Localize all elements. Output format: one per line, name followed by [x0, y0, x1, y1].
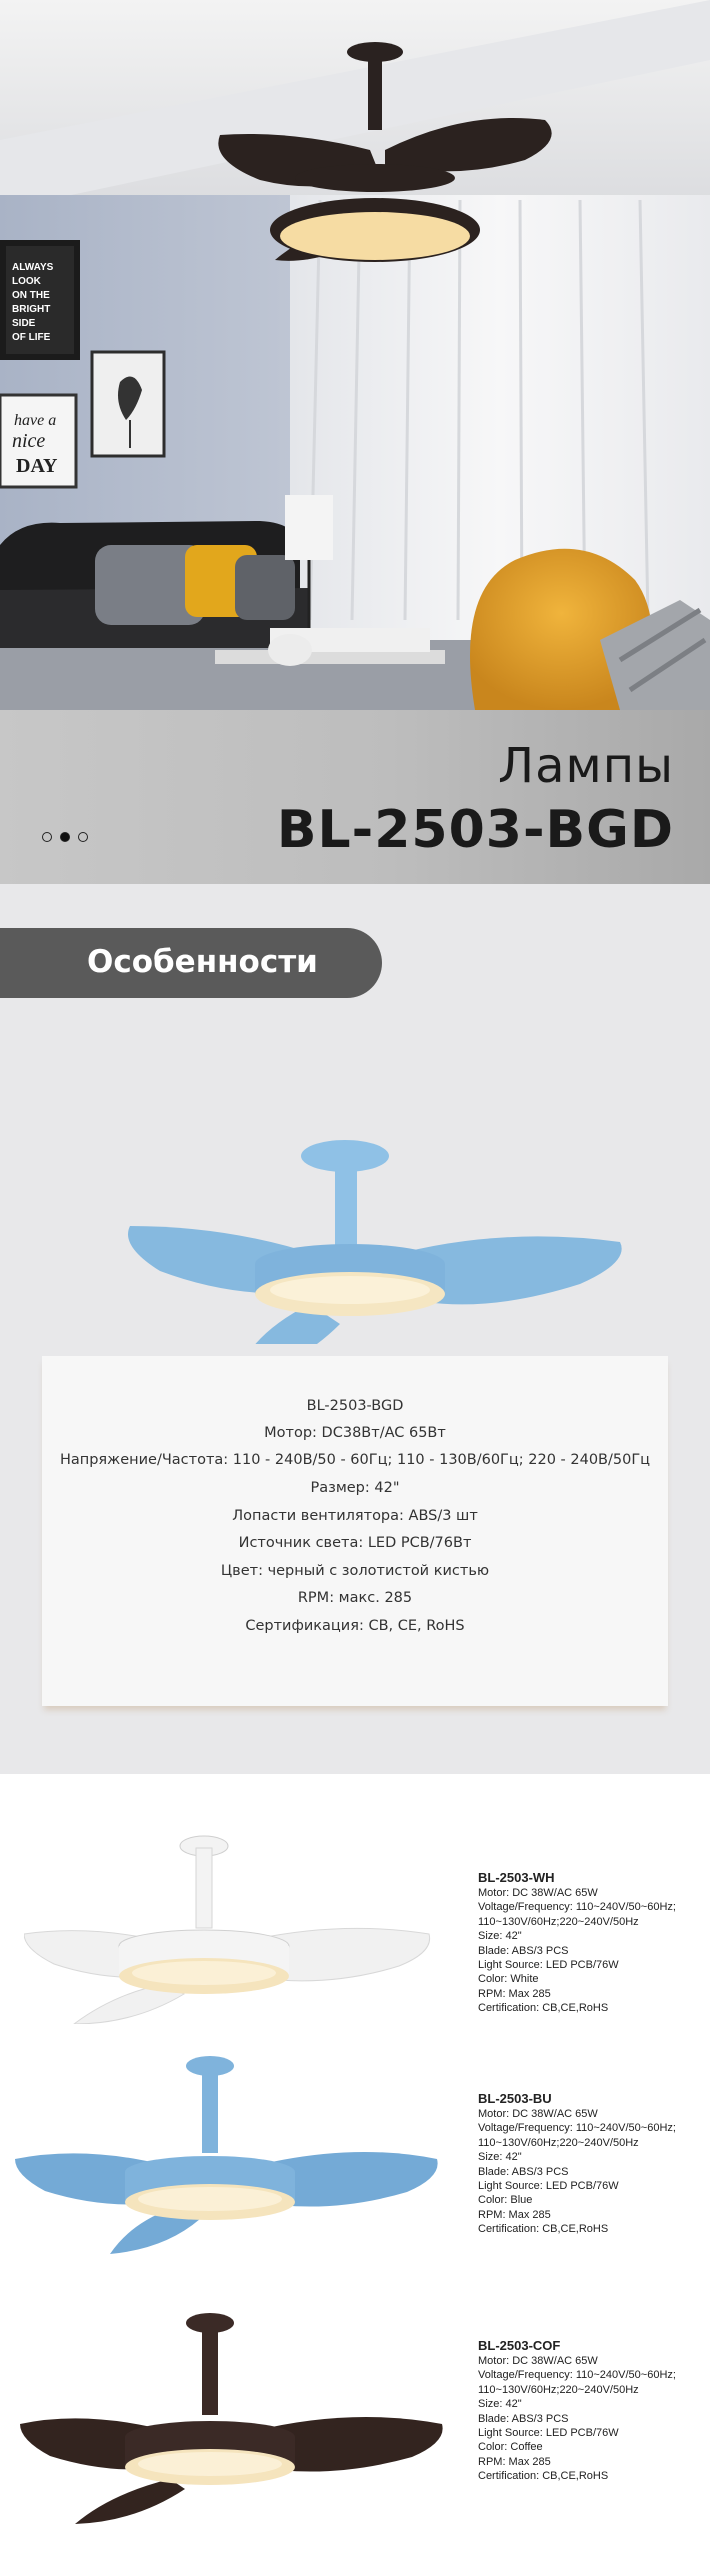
poster-left-text-1: ALWAYS	[12, 262, 54, 273]
variant-white-line: Light Source: LED PCB/76W	[478, 1959, 619, 1972]
variant-blue-line: Certification: CB,CE,RoHS	[478, 2223, 609, 2236]
specifications-card	[42, 1356, 668, 1706]
spec-light-source: Источник света: LED PCB/76Вт	[238, 1535, 472, 1551]
hero-photo	[0, 0, 710, 710]
variant-coffee-line: Motor: DC 38W/AC 65W	[478, 2355, 598, 2367]
variant-coffee-line: Blade: ABS/3 PCS	[478, 2412, 569, 2425]
variant-coffee-line: 110~130V/60Hz;220~240V/50Hz	[478, 2383, 639, 2396]
variant-blue-line: Voltage/Frequency: 110~240V/50~60Hz;	[478, 2122, 676, 2135]
poster-right-text-1: have a	[14, 412, 57, 429]
variant-blue-line: Size: 42"	[478, 2151, 522, 2164]
variants-section	[0, 1774, 710, 2560]
poster-left-text-6: OF LIFE	[12, 332, 51, 343]
variant-blue-line: RPM: Max 285	[478, 2208, 551, 2221]
poster-right-text-3: DAY	[16, 455, 58, 477]
carousel-indicator	[42, 832, 88, 842]
poster-left-text-4: BRIGHT	[12, 304, 51, 315]
carousel-dot-1[interactable]	[42, 832, 52, 842]
poster-left-text-2: LOOK	[12, 276, 41, 287]
variant-white-line: Color: White	[478, 1973, 539, 1986]
product-model-title: BL-2503-BGD	[276, 800, 674, 860]
variant-white-line: Size: 42"	[478, 1930, 522, 1943]
poster-left-text-3: ON THE	[12, 290, 50, 301]
variant-white-specs	[478, 1869, 676, 2016]
white-fan-image	[24, 1834, 434, 2024]
variant-blue-line: Blade: ABS/3 PCS	[478, 2165, 569, 2178]
variant-coffee-line: Certification: CB,CE,RoHS	[478, 2470, 609, 2483]
spec-rpm: RPM: макс. 285	[297, 1590, 413, 1606]
variant-coffee-line: Voltage/Frequency: 110~240V/50~60Hz;	[478, 2369, 676, 2382]
blue-fan-image	[60, 1024, 660, 1344]
variant-blue-title: BL-2503-BU	[478, 2091, 552, 2106]
variant-coffee-specs	[478, 2337, 676, 2484]
spec-model: BL-2503-BGD	[306, 1398, 404, 1414]
variant-coffee-line: RPM: Max 285	[478, 2455, 551, 2468]
title-banner	[0, 710, 710, 884]
hero-room-illustration	[0, 0, 710, 710]
variant-coffee-line: Light Source: LED PCB/76W	[478, 2427, 619, 2440]
variant-white-line: 110~130V/60Hz;220~240V/50Hz	[478, 1915, 639, 1928]
blue-variant-fan-image	[10, 2054, 440, 2254]
poster-right-text-2: nice	[12, 430, 46, 452]
spec-blades: Лопасти вентилятора: ABS/3 шт	[232, 1508, 478, 1524]
variant-coffee-line: Size: 42"	[478, 2398, 522, 2411]
spec-size: Размер: 42"	[310, 1480, 400, 1496]
features-heading: Особенности	[87, 944, 318, 980]
carousel-dot-3[interactable]	[78, 832, 88, 842]
product-category-title: Лампы	[498, 738, 674, 794]
coffee-fan-image	[20, 2309, 450, 2529]
carousel-dot-2[interactable]	[60, 832, 70, 842]
spec-color: Цвет: черный с золотистой кистью	[220, 1563, 490, 1579]
variant-white-line: Voltage/Frequency: 110~240V/50~60Hz;	[478, 1901, 676, 1914]
variant-blue-line: Color: Blue	[478, 2194, 533, 2207]
features-heading-pill	[0, 928, 382, 998]
spec-voltage: Напряжение/Частота: 110 - 240В/50 - 60Гц; 110 - 130В/60Гц; 220 - 240В/50Гц	[59, 1452, 651, 1468]
variant-white-line: Motor: DC 38W/AC 65W	[478, 1887, 598, 1899]
spec-certification: Сертификация: CB, CE, RoHS	[245, 1618, 465, 1634]
variant-blue-line: Light Source: LED PCB/76W	[478, 2180, 619, 2193]
features-section	[0, 884, 710, 1774]
variant-coffee-title: BL-2503-COF	[478, 2338, 561, 2353]
variant-blue-specs	[478, 2090, 676, 2237]
spec-motor: Мотор: DC38Вт/AC 65Вт	[264, 1425, 446, 1441]
variant-white-line: Certification: CB,CE,RoHS	[478, 2002, 609, 2015]
variant-blue-line: 110~130V/60Hz;220~240V/50Hz	[478, 2136, 639, 2149]
variant-blue-line: Motor: DC 38W/AC 65W	[478, 2108, 598, 2120]
variant-coffee-line: Color: Coffee	[478, 2441, 543, 2454]
variant-white-line: RPM: Max 285	[478, 1987, 551, 2000]
poster-left-text-5: SIDE	[12, 318, 36, 329]
variant-white-title: BL-2503-WH	[478, 1870, 555, 1885]
variant-white-line: Blade: ABS/3 PCS	[478, 1944, 569, 1957]
